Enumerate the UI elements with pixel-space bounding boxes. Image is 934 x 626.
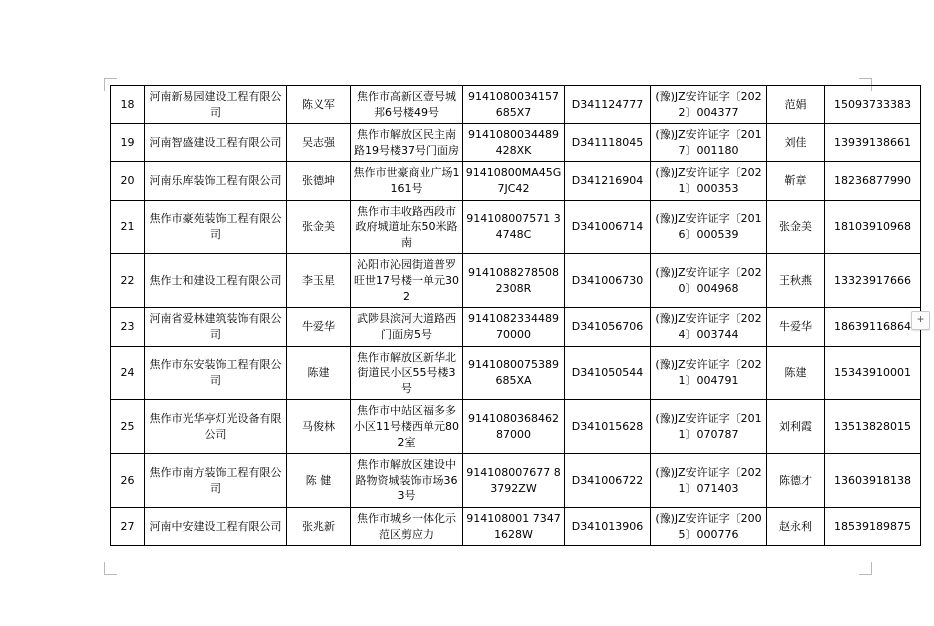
cell-phone: 18103910968 (825, 200, 921, 254)
cell-safety-officer: 陈建 (767, 346, 825, 400)
cell-legal-rep: 陈义军 (287, 86, 351, 124)
cell-reg-number: D341056706 (565, 308, 651, 346)
cell-company-name: 焦作市南方装饰工程有限公司 (145, 454, 287, 508)
table-row (111, 508, 921, 546)
cell-company-name: 河南省爱林建筑装饰有限公司 (145, 308, 287, 346)
cell-company-name: 河南智盛建设工程有限公司 (145, 124, 287, 162)
table-row (111, 454, 921, 508)
cell-license-number: (豫)JZ安许证字〔2022〕004377 (651, 86, 767, 124)
crop-mark-bottom-right (859, 562, 872, 575)
cell-reg-number: D341006730 (565, 254, 651, 308)
table-row (111, 400, 921, 454)
cell-legal-rep: 吴志强 (287, 124, 351, 162)
cell-address: 焦作市高新区壹号城邦6号楼49号 (351, 86, 463, 124)
table-row (111, 86, 921, 124)
table-row (111, 162, 921, 200)
cell-credit-code: 914108007677 83792ZW (463, 454, 565, 508)
enterprise-table (110, 85, 921, 546)
cell-address: 沁阳市沁园街道普罗旺世17号楼一单元302 (351, 254, 463, 308)
cell-license-number: (豫)JZ安许证字〔2016〕000539 (651, 200, 767, 254)
cell-credit-code: 914108036846287000 (463, 400, 565, 454)
cell-index: 25 (111, 400, 145, 454)
cell-index: 21 (111, 200, 145, 254)
cell-reg-number: D341118045 (565, 124, 651, 162)
cell-safety-officer: 刘佳 (767, 124, 825, 162)
cell-index: 18 (111, 86, 145, 124)
cell-reg-number: D341124777 (565, 86, 651, 124)
cell-reg-number: D341013906 (565, 508, 651, 546)
cell-address: 焦作市城乡一体化示范区剪应力 (351, 508, 463, 546)
cell-index: 22 (111, 254, 145, 308)
cell-safety-officer: 范娟 (767, 86, 825, 124)
cell-safety-officer: 王秋燕 (767, 254, 825, 308)
cell-reg-number: D341006722 (565, 454, 651, 508)
cell-address: 焦作市解放区建设中路物资城装饰市场363号 (351, 454, 463, 508)
cell-company-name: 焦作市豪苑装饰工程有限公司 (145, 200, 287, 254)
cell-safety-officer: 陈德才 (767, 454, 825, 508)
crop-mark-bottom-left (104, 562, 117, 575)
cell-safety-officer: 刘利霞 (767, 400, 825, 454)
cell-license-number: (豫)JZ安许证字〔2021〕071403 (651, 454, 767, 508)
cell-phone: 13513828015 (825, 400, 921, 454)
cell-address: 焦作市解放区民主南路19号楼37号门面房 (351, 124, 463, 162)
cell-legal-rep: 陈建 (287, 346, 351, 400)
cell-safety-officer: 赵永利 (767, 508, 825, 546)
cell-license-number: (豫)JZ安许证字〔2017〕001180 (651, 124, 767, 162)
cell-credit-code: 914108007571 34748C (463, 200, 565, 254)
cell-address: 焦作市解放区新华北街道民小区55号楼3号 (351, 346, 463, 400)
table-row (111, 200, 921, 254)
cell-phone: 13603918138 (825, 454, 921, 508)
cell-index: 20 (111, 162, 145, 200)
cell-address: 焦作市丰收路西段市政府城道址东50米路南 (351, 200, 463, 254)
cell-address: 武陟县滨河大道路西门面房5号 (351, 308, 463, 346)
cell-phone: 18236877990 (825, 162, 921, 200)
cell-reg-number: D341015628 (565, 400, 651, 454)
cell-company-name: 焦作市东安装饰工程有限公司 (145, 346, 287, 400)
cell-license-number: (豫)JZ安许证字〔2024〕003744 (651, 308, 767, 346)
cell-legal-rep: 张金美 (287, 200, 351, 254)
cell-license-number: (豫)JZ安许证字〔2021〕004791 (651, 346, 767, 400)
cell-credit-code: 914108001 73471628W (463, 508, 565, 546)
cell-license-number: (豫)JZ安许证字〔2020〕004968 (651, 254, 767, 308)
cell-legal-rep: 牛爱华 (287, 308, 351, 346)
cell-phone: 13323917666 (825, 254, 921, 308)
cell-credit-code: 9141080034489428XK (463, 124, 565, 162)
cell-company-name: 河南新易园建设工程有限公司 (145, 86, 287, 124)
table-row (111, 124, 921, 162)
cell-credit-code: 9141080034157685X7 (463, 86, 565, 124)
zoom-in-button[interactable]: + (911, 311, 930, 330)
enterprise-table-container (110, 85, 911, 546)
cell-license-number: (豫)JZ安许证字〔2021〕000353 (651, 162, 767, 200)
cell-legal-rep: 李玉星 (287, 254, 351, 308)
cell-legal-rep: 张兆新 (287, 508, 351, 546)
cell-reg-number: D341050544 (565, 346, 651, 400)
cell-phone: 13939138661 (825, 124, 921, 162)
table-row (111, 254, 921, 308)
cell-reg-number: D341216904 (565, 162, 651, 200)
cell-legal-rep: 马俊林 (287, 400, 351, 454)
table-row (111, 346, 921, 400)
cell-company-name: 河南中安建设工程有限公司 (145, 508, 287, 546)
cell-license-number: (豫)JZ安许证字〔2005〕000776 (651, 508, 767, 546)
cell-index: 26 (111, 454, 145, 508)
cell-reg-number: D341006714 (565, 200, 651, 254)
cell-address: 焦作市世豪商业广场1161号 (351, 162, 463, 200)
cell-address: 焦作市中站区福多多小区11号楼西单元802室 (351, 400, 463, 454)
cell-safety-officer: 牛爱华 (767, 308, 825, 346)
cell-credit-code: 91410882785082308R (463, 254, 565, 308)
cell-index: 24 (111, 346, 145, 400)
cell-index: 19 (111, 124, 145, 162)
cell-credit-code: 91410800MA45G7JC42 (463, 162, 565, 200)
cell-safety-officer: 张金美 (767, 200, 825, 254)
cell-company-name: 焦作市光华亭灯光设备有限公司 (145, 400, 287, 454)
cell-license-number: (豫)JZ安许证字〔2011〕070787 (651, 400, 767, 454)
cell-legal-rep: 张德坤 (287, 162, 351, 200)
table-row (111, 308, 921, 346)
cell-phone: 18639116864 (825, 308, 921, 346)
cell-phone: 15343910001 (825, 346, 921, 400)
cell-company-name: 河南乐库装饰工程有限公司 (145, 162, 287, 200)
cell-legal-rep: 陈 健 (287, 454, 351, 508)
cell-phone: 18539189875 (825, 508, 921, 546)
cell-company-name: 焦作士和建设工程有限公司 (145, 254, 287, 308)
cell-credit-code: 914108233448970000 (463, 308, 565, 346)
cell-index: 23 (111, 308, 145, 346)
cell-phone: 15093733383 (825, 86, 921, 124)
cell-credit-code: 9141080075389685XA (463, 346, 565, 400)
cell-index: 27 (111, 508, 145, 546)
cell-safety-officer: 靳章 (767, 162, 825, 200)
